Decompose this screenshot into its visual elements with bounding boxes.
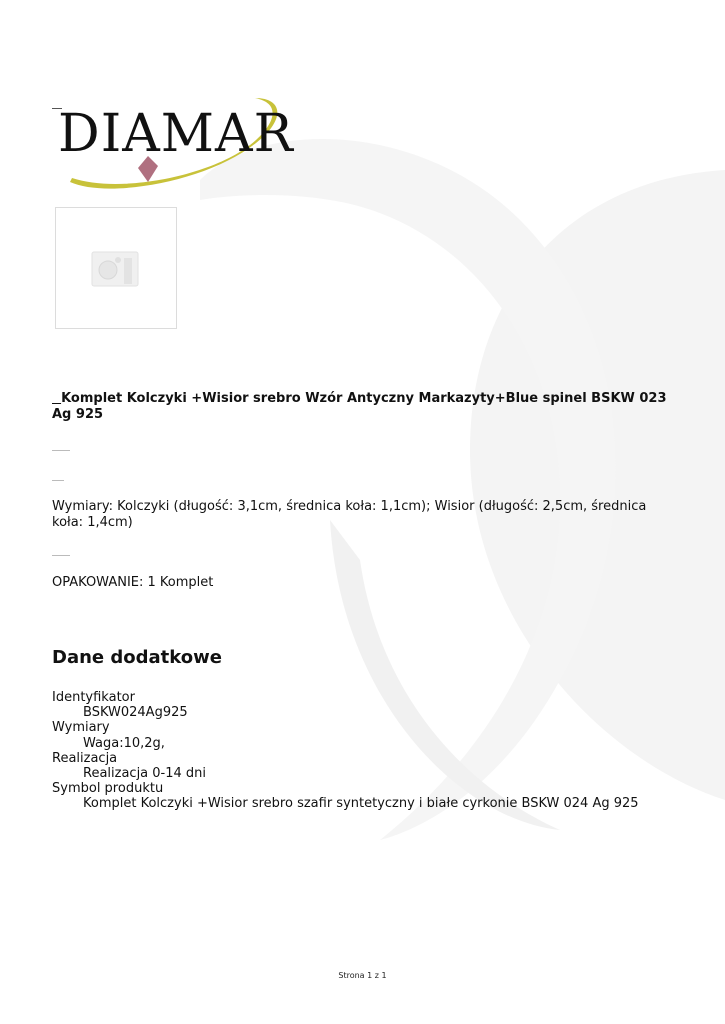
- product-title-text: Komplet Kolczyki +Wisior srebro Wzór Antyczny Markazyty+Blue spinel BSKW 023 Ag 925: [52, 391, 667, 422]
- separator-1: [52, 450, 70, 451]
- detail-term-symbol: Symbol produktu: [52, 781, 164, 797]
- separator-3: [52, 555, 70, 556]
- details-list: [52, 690, 692, 812]
- dimensions-text: Wymiary: Kolczyki (długość: 3,1cm, średnica koła: 1,1cm); Wisior (długość: 2,5cm, średnica koła: 1,4cm): [52, 499, 647, 530]
- packaging-text: OPAKOWANIE: 1 Komplet: [52, 575, 214, 590]
- detail-value-dimensions: Waga:10,2g,: [83, 735, 165, 751]
- detail-value-id: BSKW024Ag925: [83, 705, 188, 721]
- detail-term-dimensions: Wymiary: [52, 720, 110, 736]
- detail-value-realization: Realizacja 0-14 dni: [83, 766, 207, 782]
- detail-value-symbol: Komplet Kolczyki +Wisior srebro szafir syntetyczny i białe cyrkonie BSKW 024 Ag 925: [83, 796, 639, 812]
- page-number: Strona 1 z 1: [338, 971, 387, 980]
- brand-logo: [50, 90, 320, 200]
- details-heading: Dane dodatkowe: [52, 647, 222, 668]
- separator-2: [52, 480, 64, 481]
- product-thumbnail[interactable]: [55, 207, 177, 329]
- detail-term-id: Identyfikator: [52, 690, 135, 705]
- title-lead-marker: [52, 391, 61, 406]
- detail-term-realization: Realizacja: [52, 750, 118, 766]
- logo-text: DIAMAR: [58, 104, 294, 164]
- product-title: [52, 391, 672, 423]
- camera-placeholder-icon: [56, 208, 176, 328]
